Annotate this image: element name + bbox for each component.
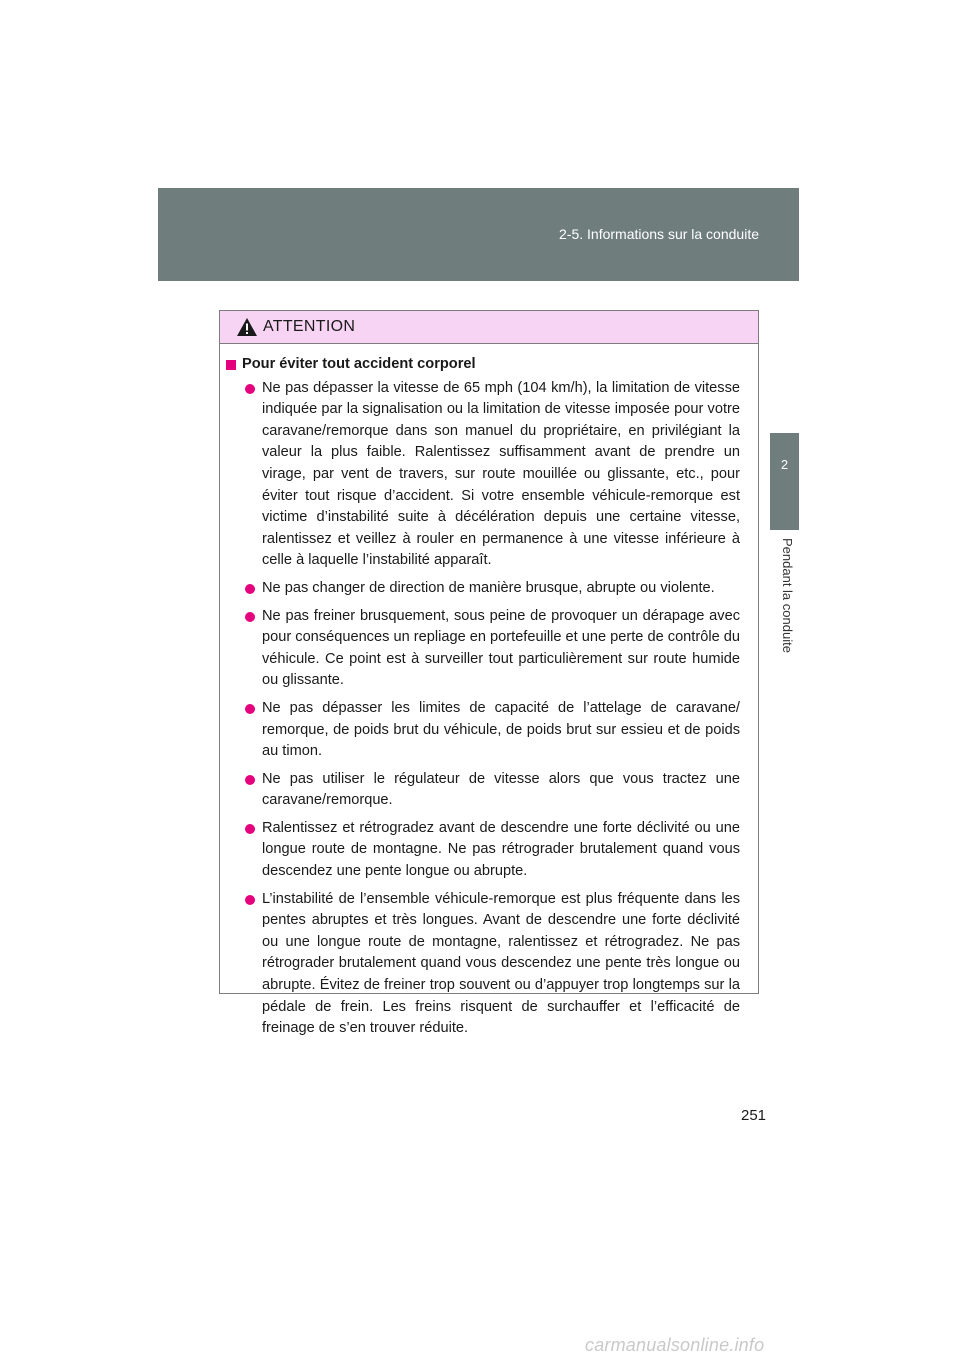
- page-number: 251: [741, 1107, 767, 1124]
- header-section-title: 2-5. Informations sur la conduite: [559, 226, 759, 242]
- list-item: [245, 698, 740, 763]
- square-bullet-icon: [226, 360, 236, 370]
- warning-box: [219, 310, 759, 1037]
- list-item: [245, 769, 740, 812]
- circle-bullet-icon: [245, 895, 255, 905]
- side-tab-label: Pendant la conduite: [780, 538, 795, 653]
- side-tab: [770, 433, 799, 530]
- header-band: [158, 188, 799, 281]
- warning-title: ATTENTION: [263, 318, 356, 335]
- side-tab-number: 2: [780, 457, 789, 472]
- circle-bullet-icon: [245, 584, 255, 594]
- circle-bullet-icon: [245, 704, 255, 714]
- list-item-text: L’instabilité de l’ensemble véhicule-remorque est plus fréquente dans les pentes abruptes et très longues. Avant de descendre une forte déclivité ou une longue route de montagne, ralentissez et rétrogradez. Ne pas rétrograder brutalement quand vous descendez une pente très longue ou abrupte. Évitez de freiner trop souvent ou d’appuyer trop longtemps sur la pédale de frein. Les freins risquent de surchauffer et l’efficacité de freinage de s’en trouver réduite.: [262, 890, 740, 1037]
- circle-bullet-icon: [245, 775, 255, 785]
- list-item: [245, 818, 740, 883]
- warning-section-title: Pour éviter tout accident corporel: [242, 356, 476, 372]
- list-item-text: Ne pas utiliser le régulateur de vitesse alors que vous tractez une caravane/remorque.: [262, 770, 740, 809]
- warning-section: [226, 354, 740, 376]
- list-item-text: Ralentissez et rétrogradez avant de descendre une forte déclivité ou une longue route de montagne. Ne pas rétrograder brutalement quand vous descendez une pente longue ou abrupte.: [262, 819, 740, 880]
- warning-triangle-icon: [236, 317, 258, 337]
- list-item-text: Ne pas changer de direction de manière brusque, abrupte ou violente.: [262, 579, 715, 596]
- list-item-text: Ne pas freiner brusquement, sous peine de provoquer un dérapage avec pour conséquences un repliage en portefeuille et une perte de contrôle du véhicule. Ce point est à surveiller tout particulièrement sur route humide ou glissante.: [262, 607, 740, 689]
- warning-header: [220, 311, 758, 344]
- list-item-text: Ne pas dépasser les limites de capacité de l’attelage de caravane/ remorque, de poids brut du véhicule, de poids brut sur essieu et de poids au timon.: [262, 699, 740, 760]
- circle-bullet-icon: [245, 612, 255, 622]
- watermark[interactable]: carmanualsonline.info: [585, 1335, 765, 1355]
- list-item: [245, 606, 740, 692]
- circle-bullet-icon: [245, 824, 255, 834]
- list-item: [245, 578, 740, 600]
- warning-body: [220, 344, 758, 1040]
- list-item: [245, 889, 740, 1040]
- circle-bullet-icon: [245, 384, 255, 394]
- list-item-text: Ne pas dépasser la vitesse de 65 mph (104 km/h), la limitation de vitesse indiquée par la signalisation ou la limitation de vitesse imposée pour votre caravane/remorque dans son manuel du propriétaire, en privilégiant la valeur la plus faible. Ralentissez suffisamment avant de prendre un virage, par vent de travers, sur route mouillée ou glissante, etc., pour éviter tout risque d’accident. Si votre ensemble véhicule-remorque est victime d’instabilité suite à décélération depuis une certaine vitesse, ralentissez et veillez à rouler en permanence à une vitesse inférieure à celle à laquelle l’instabilité apparaît.: [262, 379, 740, 569]
- list-item: [245, 378, 740, 572]
